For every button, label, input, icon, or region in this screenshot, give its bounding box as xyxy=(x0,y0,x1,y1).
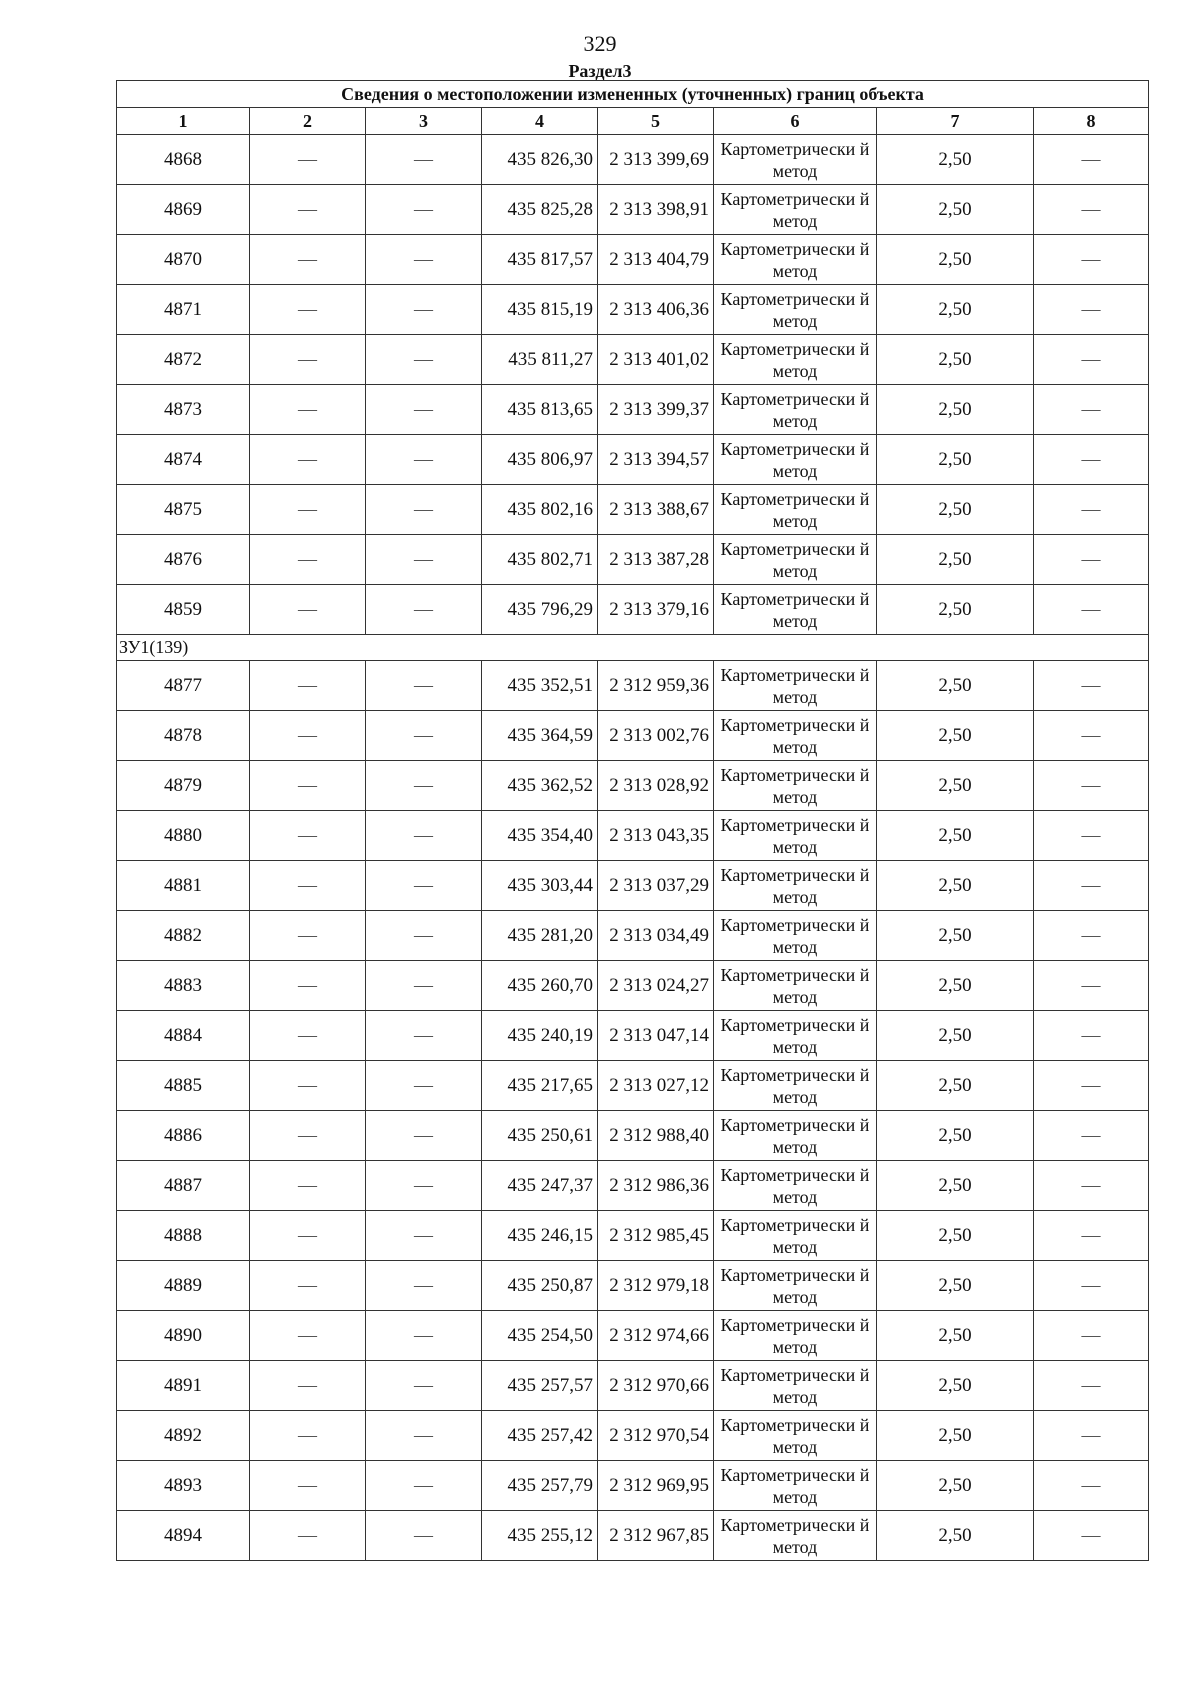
group-a-rows xyxy=(117,135,1149,635)
determination-method: Картометрически й метод xyxy=(714,1011,877,1061)
y-coordinate: 2 312 986,36 xyxy=(598,1161,714,1211)
determination-method: Картометрически й метод xyxy=(714,1411,877,1461)
determination-method: Картометрически й метод xyxy=(714,435,877,485)
x-coordinate: 435 354,40 xyxy=(482,811,598,861)
column-2-value: — xyxy=(250,761,366,811)
column-2-value: — xyxy=(250,661,366,711)
y-coordinate: 2 313 028,92 xyxy=(598,761,714,811)
column-3-value: — xyxy=(366,1161,482,1211)
accuracy-value: 2,50 xyxy=(877,385,1034,435)
accuracy-value: 2,50 xyxy=(877,435,1034,485)
accuracy-value: 2,50 xyxy=(877,485,1034,535)
column-3-value: — xyxy=(366,485,482,535)
column-8-value: — xyxy=(1034,761,1149,811)
column-8-value: — xyxy=(1034,911,1149,961)
column-2-value: — xyxy=(250,861,366,911)
column-3-value: — xyxy=(366,285,482,335)
column-number: 1 xyxy=(117,108,250,135)
column-3-value: — xyxy=(366,1361,482,1411)
table-caption: Сведения о местоположении измененных (уточненных) границ объекта xyxy=(117,81,1149,108)
point-number: 4879 xyxy=(117,761,250,811)
point-number: 4875 xyxy=(117,485,250,535)
column-3-value: — xyxy=(366,235,482,285)
point-number: 4893 xyxy=(117,1461,250,1511)
table-row xyxy=(117,135,1149,185)
column-2-value: — xyxy=(250,1511,366,1561)
table-row xyxy=(117,1011,1149,1061)
accuracy-value: 2,50 xyxy=(877,811,1034,861)
x-coordinate: 435 364,59 xyxy=(482,711,598,761)
accuracy-value: 2,50 xyxy=(877,761,1034,811)
column-2-value: — xyxy=(250,385,366,435)
column-8-value: — xyxy=(1034,1011,1149,1061)
column-8-value: — xyxy=(1034,235,1149,285)
column-3-value: — xyxy=(366,1111,482,1161)
x-coordinate: 435 250,87 xyxy=(482,1261,598,1311)
table-row xyxy=(117,1511,1149,1561)
column-8-value: — xyxy=(1034,1511,1149,1561)
column-8-value: — xyxy=(1034,1161,1149,1211)
y-coordinate: 2 312 979,18 xyxy=(598,1261,714,1311)
point-number: 4868 xyxy=(117,135,250,185)
determination-method: Картометрически й метод xyxy=(714,761,877,811)
accuracy-value: 2,50 xyxy=(877,1211,1034,1261)
point-number: 4859 xyxy=(117,585,250,635)
column-8-value: — xyxy=(1034,961,1149,1011)
y-coordinate: 2 313 398,91 xyxy=(598,185,714,235)
determination-method: Картометрически й метод xyxy=(714,911,877,961)
table-row xyxy=(117,535,1149,585)
y-coordinate: 2 312 974,66 xyxy=(598,1311,714,1361)
y-coordinate: 2 313 401,02 xyxy=(598,335,714,385)
y-coordinate: 2 313 387,28 xyxy=(598,535,714,585)
accuracy-value: 2,50 xyxy=(877,335,1034,385)
table-row xyxy=(117,385,1149,435)
column-number: 7 xyxy=(877,108,1034,135)
accuracy-value: 2,50 xyxy=(877,1311,1034,1361)
x-coordinate: 435 246,15 xyxy=(482,1211,598,1261)
group-label-section xyxy=(117,635,1149,661)
determination-method: Картометрически й метод xyxy=(714,711,877,761)
x-coordinate: 435 260,70 xyxy=(482,961,598,1011)
column-8-value: — xyxy=(1034,585,1149,635)
column-number: 2 xyxy=(250,108,366,135)
accuracy-value: 2,50 xyxy=(877,711,1034,761)
y-coordinate: 2 312 970,54 xyxy=(598,1411,714,1461)
y-coordinate: 2 312 985,45 xyxy=(598,1211,714,1261)
column-8-value: — xyxy=(1034,1211,1149,1261)
point-number: 4891 xyxy=(117,1361,250,1411)
column-3-value: — xyxy=(366,1061,482,1111)
accuracy-value: 2,50 xyxy=(877,535,1034,585)
determination-method: Картометрически й метод xyxy=(714,1061,877,1111)
column-number: 5 xyxy=(598,108,714,135)
y-coordinate: 2 313 047,14 xyxy=(598,1011,714,1061)
column-number: 8 xyxy=(1034,108,1149,135)
determination-method: Картометрически й метод xyxy=(714,1161,877,1211)
group-label: ЗУ1(139) xyxy=(117,635,1149,661)
column-2-value: — xyxy=(250,1361,366,1411)
column-3-value: — xyxy=(366,1461,482,1511)
column-2-value: — xyxy=(250,335,366,385)
accuracy-value: 2,50 xyxy=(877,285,1034,335)
column-number: 6 xyxy=(714,108,877,135)
column-2-value: — xyxy=(250,961,366,1011)
column-3-value: — xyxy=(366,961,482,1011)
column-2-value: — xyxy=(250,1161,366,1211)
accuracy-value: 2,50 xyxy=(877,1461,1034,1511)
column-3-value: — xyxy=(366,585,482,635)
table-row xyxy=(117,1311,1149,1361)
accuracy-value: 2,50 xyxy=(877,961,1034,1011)
y-coordinate: 2 313 379,16 xyxy=(598,585,714,635)
column-3-value: — xyxy=(366,135,482,185)
table-row xyxy=(117,961,1149,1011)
determination-method: Картометрически й метод xyxy=(714,535,877,585)
x-coordinate: 435 825,28 xyxy=(482,185,598,235)
point-number: 4869 xyxy=(117,185,250,235)
x-coordinate: 435 303,44 xyxy=(482,861,598,911)
table-row xyxy=(117,1461,1149,1511)
y-coordinate: 2 313 388,67 xyxy=(598,485,714,535)
column-2-value: — xyxy=(250,1111,366,1161)
column-3-value: — xyxy=(366,761,482,811)
column-3-value: — xyxy=(366,861,482,911)
accuracy-value: 2,50 xyxy=(877,1511,1034,1561)
section-label: Раздел3 xyxy=(568,61,632,81)
determination-method: Картометрически й метод xyxy=(714,1211,877,1261)
y-coordinate: 2 313 043,35 xyxy=(598,811,714,861)
table-row xyxy=(117,911,1149,961)
x-coordinate: 435 257,79 xyxy=(482,1461,598,1511)
determination-method: Картометрически й метод xyxy=(714,1361,877,1411)
table-row xyxy=(117,711,1149,761)
column-2-value: — xyxy=(250,1011,366,1061)
column-8-value: — xyxy=(1034,1111,1149,1161)
column-8-value: — xyxy=(1034,535,1149,585)
column-8-value: — xyxy=(1034,385,1149,435)
column-2-value: — xyxy=(250,435,366,485)
column-3-value: — xyxy=(366,1311,482,1361)
column-8-value: — xyxy=(1034,285,1149,335)
table-row xyxy=(117,1061,1149,1111)
table-row xyxy=(117,861,1149,911)
point-number: 4878 xyxy=(117,711,250,761)
determination-method: Картометрически й метод xyxy=(714,811,877,861)
y-coordinate: 2 313 037,29 xyxy=(598,861,714,911)
column-2-value: — xyxy=(250,711,366,761)
point-number: 4885 xyxy=(117,1061,250,1111)
column-2-value: — xyxy=(250,185,366,235)
determination-method: Картометрически й метод xyxy=(714,861,877,911)
determination-method: Картометрически й метод xyxy=(714,285,877,335)
determination-method: Картометрически й метод xyxy=(714,961,877,1011)
column-3-value: — xyxy=(366,1411,482,1461)
point-number: 4881 xyxy=(117,861,250,911)
column-8-value: — xyxy=(1034,185,1149,235)
column-2-value: — xyxy=(250,1061,366,1111)
table-row xyxy=(117,1111,1149,1161)
table-row xyxy=(117,185,1149,235)
column-3-value: — xyxy=(366,385,482,435)
column-3-value: — xyxy=(366,335,482,385)
column-8-value: — xyxy=(1034,1061,1149,1111)
y-coordinate: 2 313 024,27 xyxy=(598,961,714,1011)
column-2-value: — xyxy=(250,285,366,335)
column-2-value: — xyxy=(250,1461,366,1511)
accuracy-value: 2,50 xyxy=(877,1061,1034,1111)
table-row xyxy=(117,485,1149,535)
determination-method: Картометрически й метод xyxy=(714,335,877,385)
x-coordinate: 435 802,16 xyxy=(482,485,598,535)
column-2-value: — xyxy=(250,535,366,585)
y-coordinate: 2 313 406,36 xyxy=(598,285,714,335)
point-number: 4883 xyxy=(117,961,250,1011)
accuracy-value: 2,50 xyxy=(877,1261,1034,1311)
column-2-value: — xyxy=(250,485,366,535)
y-coordinate: 2 312 969,95 xyxy=(598,1461,714,1511)
point-number: 4873 xyxy=(117,385,250,435)
point-number: 4886 xyxy=(117,1111,250,1161)
table-row xyxy=(117,435,1149,485)
point-number: 4872 xyxy=(117,335,250,385)
column-number-row xyxy=(117,108,1149,135)
y-coordinate: 2 313 399,69 xyxy=(598,135,714,185)
column-8-value: — xyxy=(1034,335,1149,385)
column-2-value: — xyxy=(250,1411,366,1461)
column-8-value: — xyxy=(1034,1411,1149,1461)
y-coordinate: 2 313 002,76 xyxy=(598,711,714,761)
column-8-value: — xyxy=(1034,135,1149,185)
x-coordinate: 435 817,57 xyxy=(482,235,598,285)
point-number: 4892 xyxy=(117,1411,250,1461)
x-coordinate: 435 352,51 xyxy=(482,661,598,711)
x-coordinate: 435 806,97 xyxy=(482,435,598,485)
accuracy-value: 2,50 xyxy=(877,1011,1034,1061)
x-coordinate: 435 250,61 xyxy=(482,1111,598,1161)
point-number: 4880 xyxy=(117,811,250,861)
accuracy-value: 2,50 xyxy=(877,1411,1034,1461)
column-8-value: — xyxy=(1034,811,1149,861)
x-coordinate: 435 257,57 xyxy=(482,1361,598,1411)
x-coordinate: 435 826,30 xyxy=(482,135,598,185)
page-number: 329 xyxy=(583,31,617,56)
column-8-value: — xyxy=(1034,435,1149,485)
column-3-value: — xyxy=(366,811,482,861)
table-row xyxy=(117,235,1149,285)
column-2-value: — xyxy=(250,135,366,185)
accuracy-value: 2,50 xyxy=(877,1111,1034,1161)
y-coordinate: 2 313 404,79 xyxy=(598,235,714,285)
x-coordinate: 435 255,12 xyxy=(482,1511,598,1561)
table-row xyxy=(117,585,1149,635)
table-row xyxy=(117,811,1149,861)
determination-method: Картометрически й метод xyxy=(714,385,877,435)
column-2-value: — xyxy=(250,235,366,285)
accuracy-value: 2,50 xyxy=(877,135,1034,185)
column-3-value: — xyxy=(366,1011,482,1061)
accuracy-value: 2,50 xyxy=(877,235,1034,285)
column-8-value: — xyxy=(1034,661,1149,711)
coordinates-table xyxy=(116,80,1149,1561)
y-coordinate: 2 312 959,36 xyxy=(598,661,714,711)
x-coordinate: 435 247,37 xyxy=(482,1161,598,1211)
y-coordinate: 2 312 967,85 xyxy=(598,1511,714,1561)
table-row xyxy=(117,335,1149,385)
column-3-value: — xyxy=(366,1261,482,1311)
x-coordinate: 435 257,42 xyxy=(482,1411,598,1461)
x-coordinate: 435 362,52 xyxy=(482,761,598,811)
point-number: 4876 xyxy=(117,535,250,585)
column-3-value: — xyxy=(366,1211,482,1261)
table-row xyxy=(117,1411,1149,1461)
column-3-value: — xyxy=(366,435,482,485)
accuracy-value: 2,50 xyxy=(877,861,1034,911)
x-coordinate: 435 217,65 xyxy=(482,1061,598,1111)
determination-method: Картометрически й метод xyxy=(714,485,877,535)
accuracy-value: 2,50 xyxy=(877,661,1034,711)
table-row xyxy=(117,661,1149,711)
column-8-value: — xyxy=(1034,1311,1149,1361)
y-coordinate: 2 313 394,57 xyxy=(598,435,714,485)
determination-method: Картометрически й метод xyxy=(714,661,877,711)
point-number: 4890 xyxy=(117,1311,250,1361)
column-number: 3 xyxy=(366,108,482,135)
table-row xyxy=(117,1211,1149,1261)
x-coordinate: 435 281,20 xyxy=(482,911,598,961)
column-2-value: — xyxy=(250,585,366,635)
column-2-value: — xyxy=(250,1211,366,1261)
column-2-value: — xyxy=(250,911,366,961)
column-2-value: — xyxy=(250,1311,366,1361)
table-row xyxy=(117,761,1149,811)
column-3-value: — xyxy=(366,661,482,711)
column-8-value: — xyxy=(1034,861,1149,911)
point-number: 4884 xyxy=(117,1011,250,1061)
point-number: 4888 xyxy=(117,1211,250,1261)
table-row xyxy=(117,1161,1149,1211)
determination-method: Картометрически й метод xyxy=(714,1461,877,1511)
x-coordinate: 435 254,50 xyxy=(482,1311,598,1361)
column-8-value: — xyxy=(1034,711,1149,761)
table-row xyxy=(117,1361,1149,1411)
column-2-value: — xyxy=(250,1261,366,1311)
accuracy-value: 2,50 xyxy=(877,585,1034,635)
determination-method: Картометрически й метод xyxy=(714,1511,877,1561)
column-8-value: — xyxy=(1034,1361,1149,1411)
y-coordinate: 2 313 027,12 xyxy=(598,1061,714,1111)
accuracy-value: 2,50 xyxy=(877,1361,1034,1411)
point-number: 4871 xyxy=(117,285,250,335)
table-row xyxy=(117,1261,1149,1311)
determination-method: Картометрически й метод xyxy=(714,235,877,285)
y-coordinate: 2 313 399,37 xyxy=(598,385,714,435)
column-8-value: — xyxy=(1034,1461,1149,1511)
column-8-value: — xyxy=(1034,1261,1149,1311)
x-coordinate: 435 796,29 xyxy=(482,585,598,635)
point-number: 4877 xyxy=(117,661,250,711)
x-coordinate: 435 813,65 xyxy=(482,385,598,435)
accuracy-value: 2,50 xyxy=(877,911,1034,961)
y-coordinate: 2 313 034,49 xyxy=(598,911,714,961)
column-2-value: — xyxy=(250,811,366,861)
y-coordinate: 2 312 988,40 xyxy=(598,1111,714,1161)
point-number: 4870 xyxy=(117,235,250,285)
group-b-rows xyxy=(117,661,1149,1561)
point-number: 4889 xyxy=(117,1261,250,1311)
y-coordinate: 2 312 970,66 xyxy=(598,1361,714,1411)
column-3-value: — xyxy=(366,711,482,761)
determination-method: Картометрически й метод xyxy=(714,1311,877,1361)
table-row xyxy=(117,285,1149,335)
point-number: 4874 xyxy=(117,435,250,485)
x-coordinate: 435 815,19 xyxy=(482,285,598,335)
column-3-value: — xyxy=(366,1511,482,1561)
accuracy-value: 2,50 xyxy=(877,185,1034,235)
column-8-value: — xyxy=(1034,485,1149,535)
accuracy-value: 2,50 xyxy=(877,1161,1034,1211)
x-coordinate: 435 811,27 xyxy=(482,335,598,385)
x-coordinate: 435 240,19 xyxy=(482,1011,598,1061)
x-coordinate: 435 802,71 xyxy=(482,535,598,585)
column-3-value: — xyxy=(366,185,482,235)
column-3-value: — xyxy=(366,535,482,585)
column-3-value: — xyxy=(366,911,482,961)
determination-method: Картометрически й метод xyxy=(714,185,877,235)
determination-method: Картометрически й метод xyxy=(714,585,877,635)
determination-method: Картометрически й метод xyxy=(714,1111,877,1161)
point-number: 4894 xyxy=(117,1511,250,1561)
column-number: 4 xyxy=(482,108,598,135)
point-number: 4882 xyxy=(117,911,250,961)
point-number: 4887 xyxy=(117,1161,250,1211)
determination-method: Картометрически й метод xyxy=(714,135,877,185)
determination-method: Картометрически й метод xyxy=(714,1261,877,1311)
